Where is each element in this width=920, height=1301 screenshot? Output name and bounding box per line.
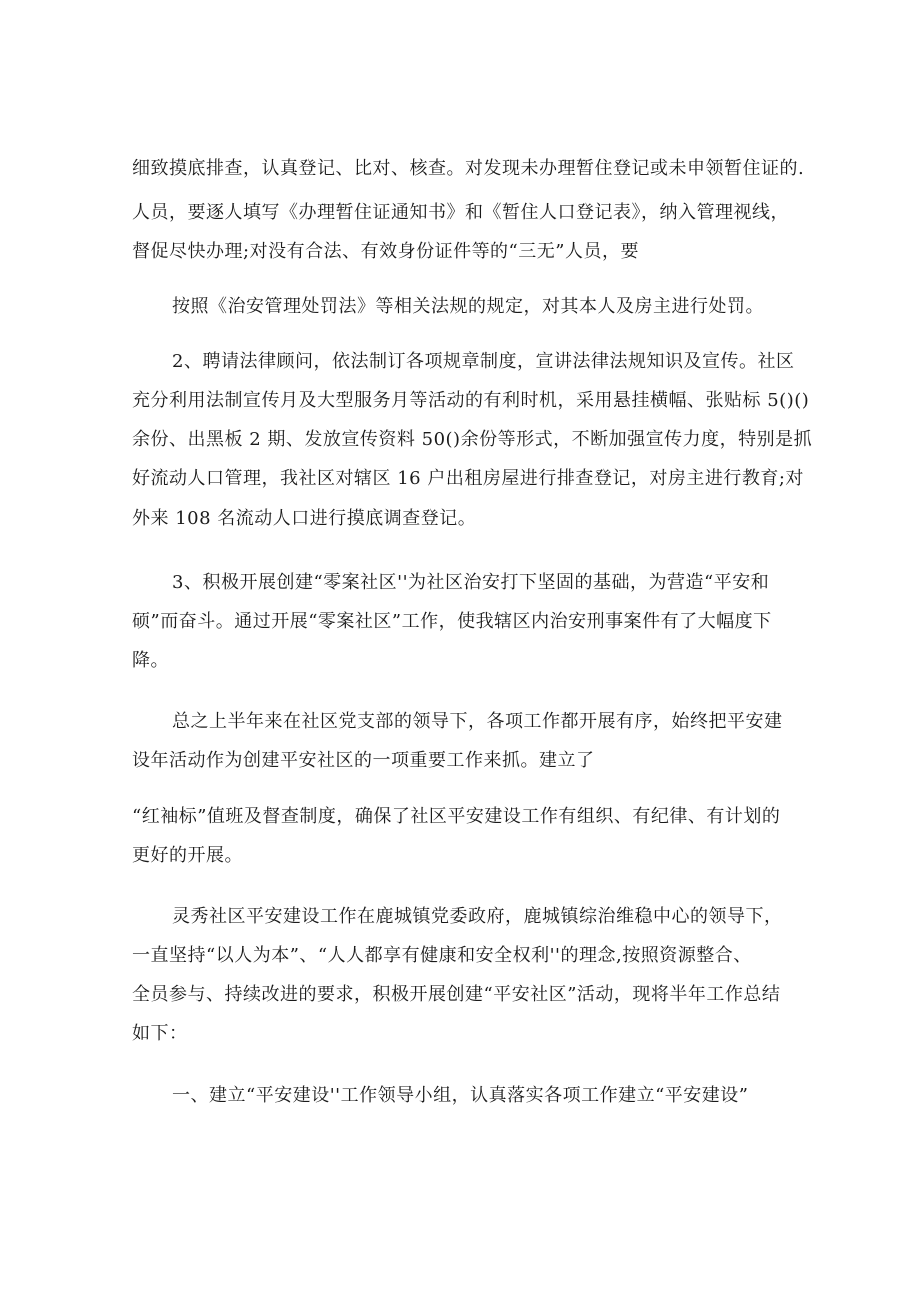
text-line: 2、聘请法律顾问，依法制订各项规章制度，宣讲法律法规知识及宣传。社区: [172, 351, 795, 372]
text-line: 人员，要逐人填写《办理暂住证通知书》和《暂住人口登记表》，纳入管理视线，: [132, 202, 789, 223]
text-line: 余份、出黑板 2 期、发放宣传资料 50()余份等形式，不断加强宣传力度，特别是抓: [132, 429, 813, 450]
text-line: 如下：: [132, 1023, 188, 1044]
text-line: 充分利用法制宣传月及大型服务月等活动的有利时机，采用悬挂横幅、张贴标 5()(): [132, 390, 810, 411]
text-line: 督促尽快办理;对没有合法、有效身份证件等的“三无”人员，要: [132, 241, 639, 262]
text-line: “红袖标”值班及督查制度，确保了社区平安建设工作有组织、有纪律、有计划的: [132, 806, 781, 827]
text-line: 细致摸底排查，认真登记、比对、核查。对发现未办理暂住登记或未申领暂住证的.: [132, 158, 805, 179]
text-line: 一、建立“平安建设''工作领导小组，认真落实各项工作建立“平安建设”: [172, 1085, 749, 1106]
text-line: 全员参与、持续改进的要求，积极开展创建“平安社区”活动，现将半年工作总结: [132, 984, 781, 1005]
text-line: 硕”而奋斗。通过开展“零案社区”工作，使我辖区内治安刑事案件有了大幅度下: [132, 611, 772, 632]
text-line: 设年活动作为创建平安社区的一项重要工作来抓。建立了: [132, 750, 595, 771]
text-line: 灵秀社区平安建设工作在鹿城镇党委政府，鹿城镇综治维稳中心的领导下，: [172, 906, 783, 927]
text-line: 按照《治安管理处罚法》等相关法规的规定，对其本人及房主进行处罚。: [172, 296, 764, 317]
text-line: 3、积极开展创建“零案社区''为社区治安打下坚固的基础，为营造“平安和: [172, 572, 770, 593]
text-line: 好流动人口管理，我社区对辖区 16 户出租房屋进行排查登记，对房主进行教育;对: [132, 468, 804, 489]
text-line: 外来 108 名流动人口进行摸底调查登记。: [132, 508, 477, 529]
text-line: 降。: [132, 650, 169, 671]
text-line: 总之上半年来在社区党支部的领导下，各项工作都开展有序，始终把平安建: [172, 711, 783, 732]
text-line: 更好的开展。: [132, 845, 243, 866]
text-line: 一直坚持“以人为本”、“人人都享有健康和安全权利''的理念,按照资源整合、: [132, 945, 752, 966]
